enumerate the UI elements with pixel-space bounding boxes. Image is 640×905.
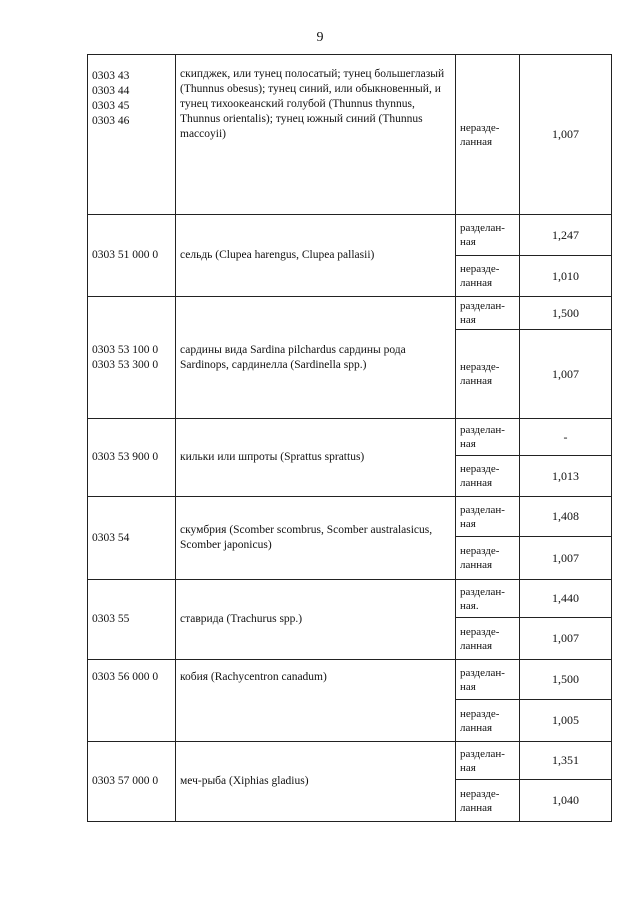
product-name: сельдь (Clupea harengus, Clupea pallasii) [176, 215, 456, 297]
coefficient: 1,500 [520, 660, 612, 700]
product-name: кильки или шпроты (Sprattus sprattus) [176, 419, 456, 497]
page-number: 9 [316, 30, 324, 45]
cut-type: разделан-ная [456, 742, 520, 780]
cut-type: неразде-ланная [456, 55, 520, 215]
product-name: меч-рыба (Xiphias gladius) [176, 742, 456, 822]
cut-type: разделан-ная. [456, 580, 520, 618]
cut-type: разделан-ная [456, 297, 520, 330]
coefficient: 1,408 [520, 497, 612, 537]
coefficients-table [87, 54, 612, 822]
product-code: 0303 44 [92, 85, 130, 97]
coefficient: 1,040 [520, 780, 612, 822]
cut-type: разделан-ная [456, 215, 520, 256]
coefficient: 1,351 [520, 742, 612, 780]
cut-type: неразде-ланная [456, 618, 520, 660]
coefficient: 1,010 [520, 256, 612, 297]
cut-type: неразде-ланная [456, 256, 520, 297]
coefficient: 1,007 [520, 330, 612, 419]
table-row [88, 297, 612, 330]
product-name: кобия (Rachycentron canadum) [176, 660, 456, 742]
product-name: скумбрия (Scomber scombrus, Scomber australasicus, Scomber japonicus) [176, 497, 456, 580]
cut-type: разделан-ная [456, 660, 520, 700]
product-code: 0303 43 [92, 70, 130, 82]
product-code: 0303 57 000 0 [88, 742, 176, 822]
coefficient: 1,007 [520, 537, 612, 580]
coefficient: 1,007 [520, 618, 612, 660]
product-code: 0303 53 900 0 [88, 419, 176, 497]
coefficient: 1,247 [520, 215, 612, 256]
cut-type: неразде-ланная [456, 456, 520, 497]
coefficient: 1,500 [520, 297, 612, 330]
coefficient: - [520, 419, 612, 456]
table-row [88, 55, 612, 215]
cut-type: неразде-ланная [456, 537, 520, 580]
table-row [88, 419, 612, 456]
product-code: 0303 46 [92, 115, 130, 127]
table-row [88, 580, 612, 618]
product-code: 0303 51 000 0 [88, 215, 176, 297]
product-code: 0303 56 000 0 [88, 660, 176, 742]
cut-type: неразде-ланная [456, 700, 520, 742]
cut-type: разделан-ная [456, 497, 520, 537]
table-row [88, 497, 612, 537]
product-code-cell [88, 297, 176, 419]
table-row [88, 660, 612, 700]
coefficient: 1,013 [520, 456, 612, 497]
cut-type: разделан-ная [456, 419, 520, 456]
product-name: скипджек, или тунец полосатый; тунец большеглазый (Thunnus obesus); тунец синий, или обыкновенный, и тунец тихоокеанский голубой (Thunnus thynnus, Thunnus orientalis); тунец южный синий (Thunnus maccoyii) [176, 55, 456, 215]
product-name: сардины вида Sardina pilchardus сардины рода Sardinops, сардинелла (Sardinella spp.) [176, 297, 456, 419]
cut-type: неразде-ланная [456, 330, 520, 419]
product-code: 0303 54 [88, 497, 176, 580]
product-code: 0303 45 [92, 100, 130, 112]
table-row [88, 215, 612, 256]
product-name: ставрида (Trachurus spp.) [176, 580, 456, 660]
product-code: 0303 53 300 0 [92, 358, 159, 371]
coefficient: 1,007 [520, 55, 612, 215]
product-code: 0303 55 [88, 580, 176, 660]
cut-type: неразде-ланная [456, 780, 520, 822]
product-code: 0303 53 100 0 [92, 343, 159, 356]
table-row [88, 742, 612, 780]
product-code-cell [88, 55, 176, 215]
coefficient: 1,440 [520, 580, 612, 618]
coefficient: 1,005 [520, 700, 612, 742]
